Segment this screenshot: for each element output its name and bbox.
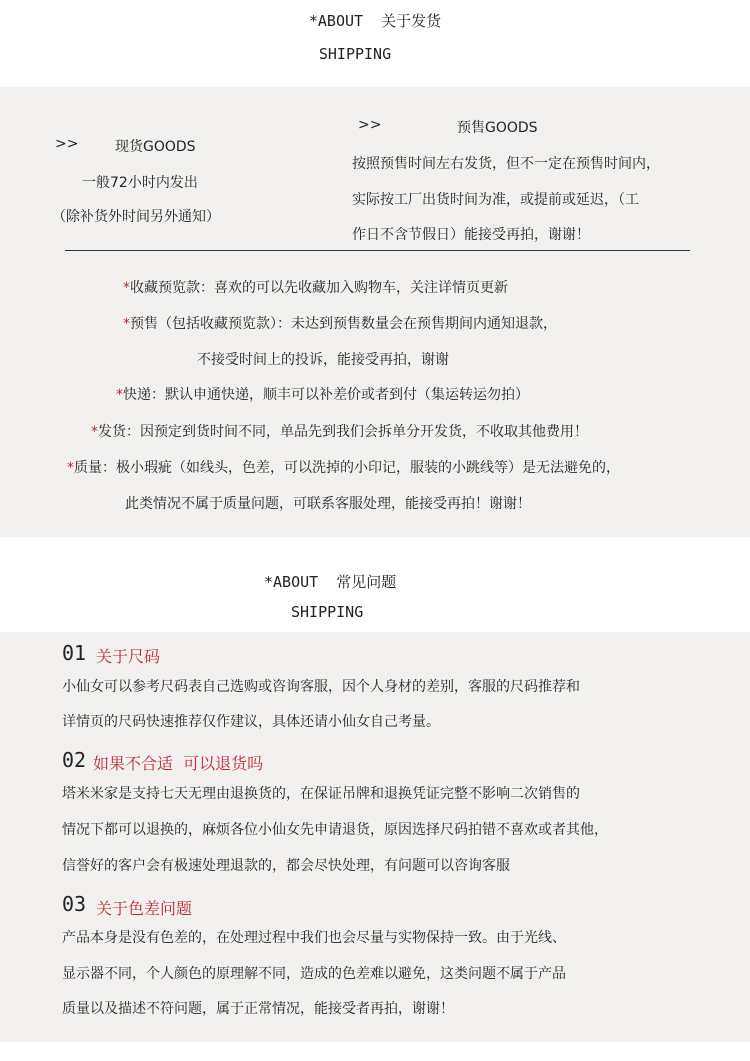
note-shipping: *发货：因预定到货时间不同，单品先到我们会拆单分开发货，不收取其他费用！ [91, 424, 588, 440]
current-goods-label: 现货GOODS [115, 139, 196, 155]
presale-line-1: 按照预售时间左右发货，但不一定在预售时间内， [352, 156, 660, 172]
faq-2-line-2: 情况下都可以退换的，麻烦各位小仙女先申请退货，原因选择尺码拍错不喜欢或者其他， [62, 822, 608, 838]
note-quality: *质量：极小瑕疵（如线头，色差，可以洗掉的小印记，服装的小跳线等）是无法避免的， [67, 460, 620, 476]
section1-subtitle: SHIPPING [318, 45, 392, 63]
section2-subtitle: SHIPPING [291, 603, 364, 621]
section2-title: *ABOUT 常见问题 [264, 573, 397, 591]
faq-panel [0, 632, 750, 1042]
faq-1-title: 关于尺码 [96, 647, 161, 666]
faq-2-line-3: 信誉好的客户会有极速处理退款的，都会尽快处理，有问题可以咨询客服 [62, 858, 510, 874]
current-goods-marker: >> [55, 136, 79, 152]
faq-2-line-1: 塔米米家是支持七天无理由退换货的，在保证吊牌和退换凭证完整不影响二次销售的 [62, 786, 580, 802]
faq-3-number: 03 [62, 892, 87, 916]
note-quality-cont: 此类情况不属于质量问题，可联系客服处理，能接受再拍！谢谢！ [125, 496, 531, 512]
presale-goods-label: 预售GOODS [457, 120, 538, 136]
faq-2-number: 02 [62, 748, 87, 772]
current-goods-line1: 一般72小时内发出 [82, 175, 198, 191]
faq-1-line-2: 详情页的尺码快速推荐仅作建议，具体还请小仙女自己考量。 [62, 714, 440, 730]
note-presale: *预售（包括收藏预览款）：未达到预售数量会在预售期间内通知退款， [123, 316, 557, 332]
presale-goods-marker: >> [358, 117, 382, 133]
section1-title: *ABOUT 关于发货 [308, 12, 442, 30]
shipping-panel [0, 87, 750, 537]
faq-2-title: 如果不合适 可以退货吗 [93, 754, 264, 773]
faq-3-line-2: 显示器不同，个人颜色的原理解不同，造成的色差难以避免，这类问题不属于产品 [62, 966, 566, 982]
faq-3-line-1: 产品本身是没有色差的，在处理过程中我们也会尽量与实物保持一致。由于光线、 [62, 930, 566, 946]
faq-1-number: 01 [62, 641, 87, 665]
presale-line-2: 实际按工厂出货时间为准，或提前或延迟，（工 [352, 192, 639, 208]
faq-1-line-1: 小仙女可以参考尺码表自己选购或咨询客服，因个人身材的差别，客服的尺码推荐和 [62, 679, 580, 695]
note-presale-cont: 不接受时间上的投诉，能接受再拍，谢谢 [197, 352, 449, 368]
current-goods-line2: （除补货外时间另外通知） [52, 209, 220, 225]
faq-3-line-3: 质量以及描述不符问题，属于正常情况，能接受者再拍，谢谢！ [62, 1001, 454, 1017]
note-favorite-preview: *收藏预览款：喜欢的可以先收藏加入购物车，关注详情页更新 [123, 280, 508, 296]
presale-line-3: 作日不含节假日）能接受再拍，谢谢！ [352, 227, 590, 243]
divider-line [65, 250, 690, 251]
faq-3-title: 关于色差问题 [96, 899, 193, 918]
note-express: *快递：默认申通快递，顺丰可以补差价或者到付（集运转运勿拍） [116, 387, 529, 403]
